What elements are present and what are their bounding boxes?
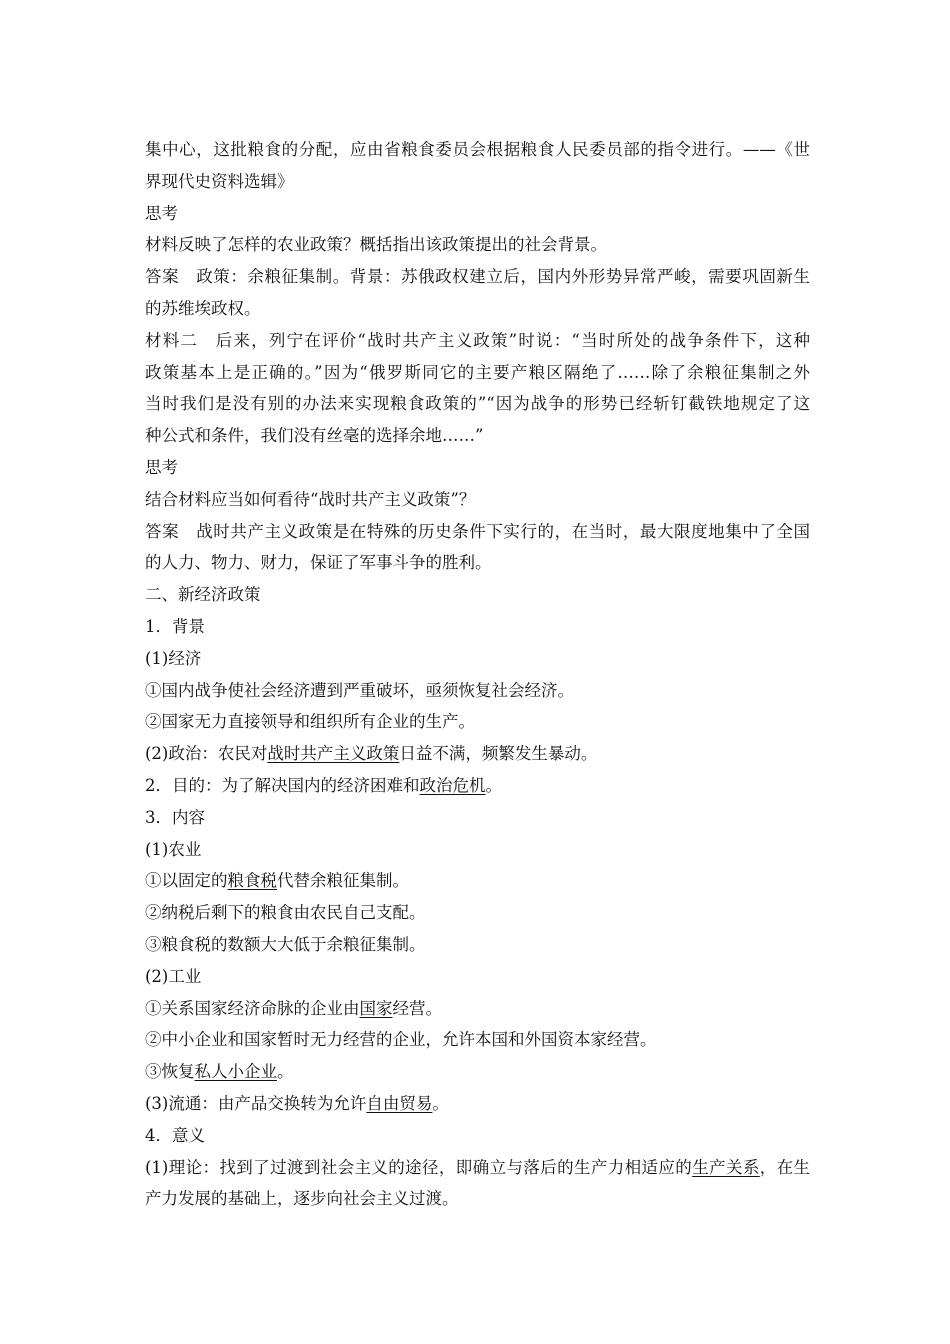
text-segment: ②纳税后剩下的粮食由农民自己支配。	[145, 903, 426, 923]
text-line	[145, 675, 810, 707]
text-segment: (1)理论：找到了过渡到社会主义的途径，即确立与落后的生产力相适应的	[145, 1157, 693, 1177]
text-segment: 结合材料应当如何看待“战时共产主义政策”？	[145, 489, 476, 509]
text-segment: 2．目的：为了解决国内的经济困难和	[145, 775, 420, 795]
text-segment: 答案 战时共产主义政策是在特殊的历史条件下实行的，在当时，最大限度地集中了全国	[145, 521, 810, 541]
text-segment: (1)经济	[145, 648, 202, 668]
text-line	[145, 452, 810, 484]
text-line	[145, 611, 810, 643]
text-segment: 。	[485, 775, 502, 795]
text-line	[145, 643, 810, 675]
text-segment: 。	[432, 1093, 449, 1113]
underlined-term: 国家	[359, 998, 393, 1018]
underlined-term: 战时共产主义政策	[267, 744, 400, 764]
text-segment: 二、新经济政策	[145, 585, 261, 605]
text-line	[145, 865, 810, 897]
text-line	[145, 1120, 810, 1152]
text-segment: 的人力、物力、财力，保证了军事斗争的胜利。	[145, 553, 492, 573]
text-line	[145, 1056, 810, 1088]
underlined-term: 粮食税	[227, 871, 277, 891]
text-line	[145, 293, 810, 325]
text-line	[145, 420, 810, 452]
text-segment: 政策基本上是正确的。”因为“俄罗斯同它的主要产粮区隔绝了……除了余粮征集制之外	[145, 362, 810, 382]
text-line	[145, 1088, 810, 1120]
text-segment: 的苏维埃政权。	[145, 298, 261, 318]
text-segment: ①关系国家经济命脉的企业由	[145, 998, 360, 1018]
text-line	[145, 993, 810, 1025]
text-segment: 日益不满，频繁发生暴动。	[399, 744, 598, 764]
text-line	[145, 897, 810, 929]
text-segment: 思考	[145, 203, 178, 223]
text-segment: 种公式和条件，我们没有丝毫的选择余地……”	[145, 426, 484, 446]
text-line	[145, 229, 810, 261]
text-line	[145, 388, 810, 420]
text-segment: 4．意义	[145, 1125, 205, 1145]
text-segment: 产力发展的基础上，逐步向社会主义过渡。	[145, 1189, 459, 1209]
underlined-term: 自由贸易	[366, 1093, 433, 1113]
text-segment: 界现代史资料选辑》	[145, 171, 294, 191]
underlined-term: 生产关系	[692, 1157, 760, 1177]
text-line	[145, 484, 810, 516]
text-segment: (2)工业	[145, 966, 202, 986]
text-segment: 。	[277, 1062, 294, 1082]
document-body	[145, 134, 810, 1215]
text-segment: 材料二 后来，列宁在评价“战时共产主义政策”时说：“当时所处的战争条件下，这种	[145, 330, 810, 350]
text-line	[145, 198, 810, 230]
text-line	[145, 357, 810, 389]
text-line	[145, 1024, 810, 1056]
underlined-term: 私人小企业	[194, 1062, 277, 1082]
text-line	[145, 706, 810, 738]
text-line	[145, 770, 810, 802]
text-segment: 代替余粮征集制。	[277, 871, 409, 891]
text-line	[145, 261, 810, 293]
text-line	[145, 1183, 810, 1215]
text-segment: (2)政治：农民对	[145, 744, 268, 764]
text-segment: ①国内战争使社会经济遭到严重破坏，亟须恢复社会经济。	[145, 680, 574, 700]
underlined-term: 政治危机	[419, 775, 486, 795]
text-line	[145, 738, 810, 770]
text-segment: 答案 政策：余粮征集制。背景：苏俄政权建立后，国内外形势异常严峻，需要巩固新生	[145, 267, 810, 287]
text-line	[145, 547, 810, 579]
text-segment: (3)流通：由产品交换转为允许	[145, 1093, 367, 1113]
text-line	[145, 802, 810, 834]
text-segment: ①以固定的	[145, 871, 228, 891]
text-segment: (1)农业	[145, 839, 202, 859]
text-segment: 材料反映了怎样的农业政策？概括指出该政策提出的社会背景。	[145, 235, 607, 255]
text-line	[145, 1152, 810, 1184]
text-segment: ③粮食税的数额大大低于余粮征集制。	[145, 934, 426, 954]
text-segment: ②国家无力直接领导和组织所有企业的生产。	[145, 712, 475, 732]
text-line	[145, 516, 810, 548]
text-segment: 经营。	[392, 998, 442, 1018]
text-line	[145, 134, 810, 166]
text-line	[145, 834, 810, 866]
text-segment: 思考	[145, 457, 178, 477]
text-segment: ③恢复	[145, 1062, 195, 1082]
text-line	[145, 961, 810, 993]
text-line	[145, 325, 810, 357]
text-segment: 1．背景	[145, 616, 205, 636]
text-line	[145, 579, 810, 611]
text-segment: 3．内容	[145, 807, 205, 827]
text-segment: ，在生	[759, 1157, 811, 1177]
text-segment: 当时我们是没有别的办法来实现粮食政策的”“因为战争的形势已经斩钉截铁地规定了这	[145, 394, 810, 414]
text-segment: 集中心，这批粮食的分配，应由省粮食委员会根据粮食人民委员部的指令进行。——《世	[145, 140, 810, 159]
text-line	[145, 166, 810, 198]
text-segment: ②中小企业和国家暂时无力经营的企业，允许本国和外国资本家经营。	[145, 1030, 657, 1050]
text-line	[145, 929, 810, 961]
